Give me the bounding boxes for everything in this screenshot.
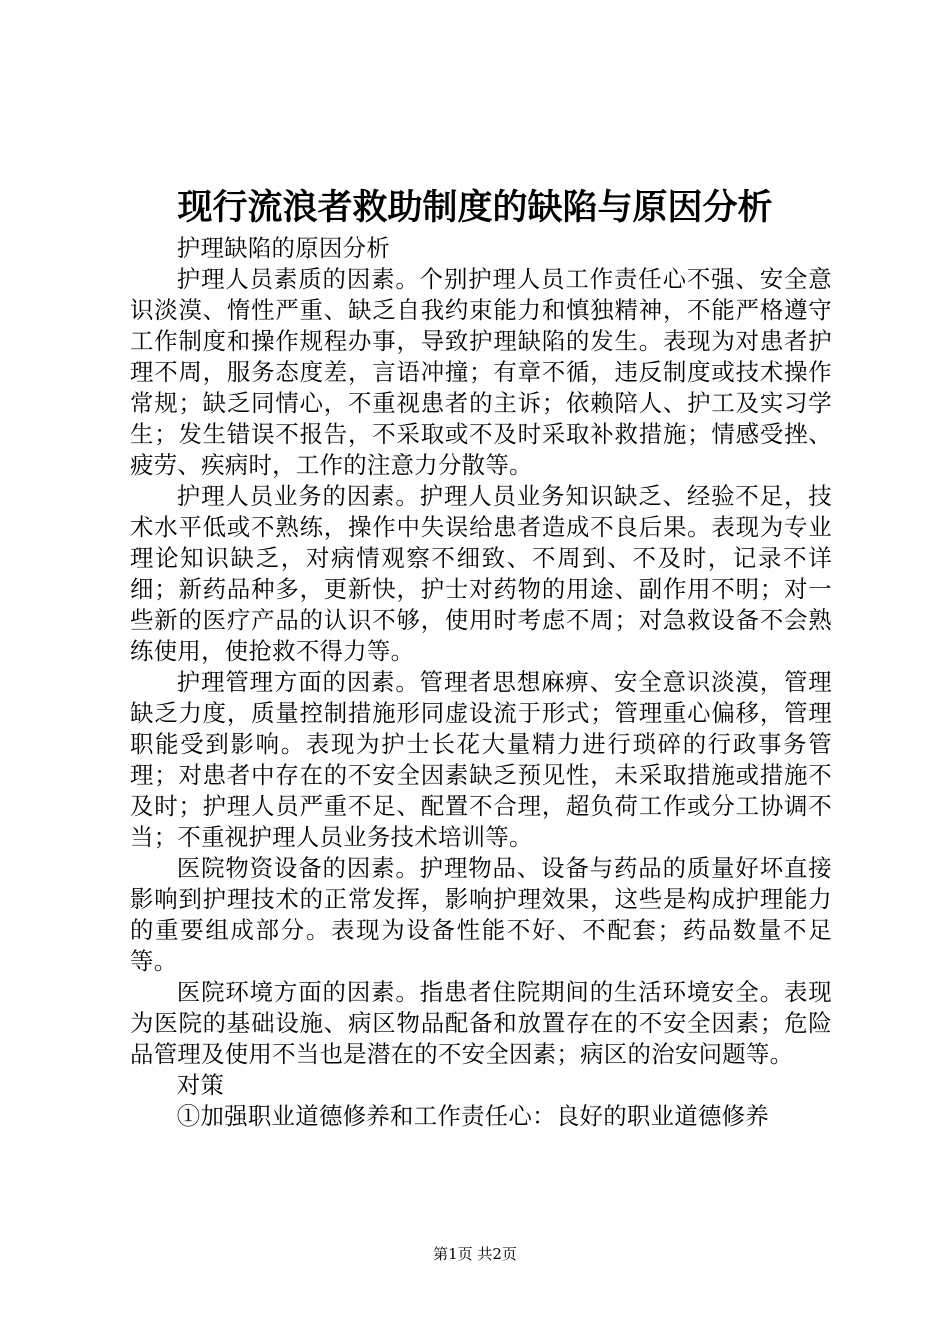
paragraph-staff-skills: 护理人员业务的因素。护理人员业务知识缺乏、经验不足，技术水平低或不熟练，操作中失误给患者造成不良后果。表现为专业理论知识缺乏，对病情观察不细致、不周到、不及时，记录不详细；新药品种多，更新快，护士对药物的用途、副作用不明；对一些新的医疗产品的认识不够，使用时考虑不周；对急救设备不会熟练使用，使抢救不得力等。	[130, 482, 832, 665]
document-body	[130, 233, 832, 1132]
document-title: 现行流浪者救助制度的缺陷与原因分析	[177, 187, 773, 228]
paragraph-management: 护理管理方面的因素。管理者思想麻痹、安全意识淡漠，管理缺乏力度，质量控制措施形同虚设流于形式；管理重心偏移，管理职能受到影响。表现为护士长花大量精力进行琐碎的行政事务管理；对患者中存在的不安全因素缺乏预见性，未采取措施或措施不及时；护理人员严重不足、配置不合理，超负荷工作或分工协调不当；不重视护理人员业务技术培训等。	[130, 668, 832, 851]
section-heading-causes: 护理缺陷的原因分析	[176, 234, 391, 262]
paragraph-equipment: 医院物资设备的因素。护理物品、设备与药品的质量好坏直接影响到护理技术的正常发挥，影响护理效果，这些是构成护理能力的重要组成部分。表现为设备性能不好、不配套；药品数量不足等。	[130, 854, 832, 975]
section-heading-countermeasures: 对策	[176, 1071, 225, 1099]
paragraph-environment: 医院环境方面的因素。指患者住院期间的生活环境安全。表现为医院的基础设施、病区物品配备和放置存在的不安全因素；危险品管理及使用不当也是潜在的不安全因素；病区的治安问题等。	[130, 978, 832, 1068]
page-footer: 第1页 共2页	[433, 1245, 517, 1263]
paragraph-countermeasure-1: ①加强职业道德修养和工作责任心：良好的职业道德修养	[176, 1102, 770, 1130]
paragraph-staff-quality: 护理人员素质的因素。个别护理人员工作责任心不强、安全意识淡漠、惰性严重、缺乏自我约束能力和慎独精神，不能严格遵守工作制度和操作规程办事，导致护理缺陷的发生。表现为对患者护理不周，服务态度差，言语冲撞；有章不循，违反制度或技术操作常规；缺乏同情心，不重视患者的主诉；依赖陪人、护工及实习学生；发生错误不报告，不采取或不及时采取补救措施；情感受挫、疲劳、疾病时，工作的注意力分散等。	[130, 265, 832, 479]
